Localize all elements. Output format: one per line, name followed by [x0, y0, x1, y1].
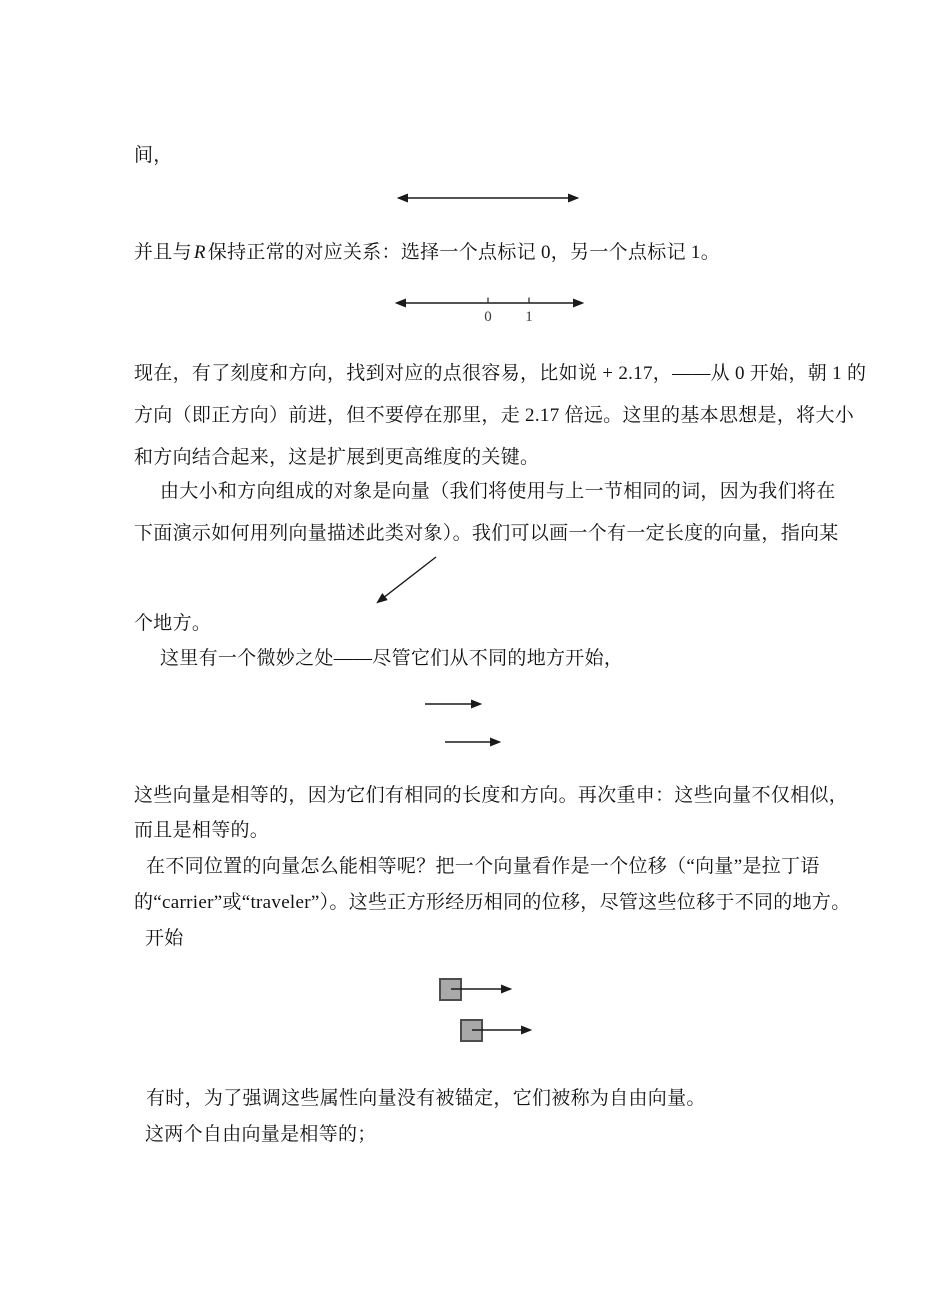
vector-arrow	[378, 557, 436, 602]
paragraph-line: 和方向结合起来，这是扩展到更高维度的关键。	[134, 447, 540, 468]
number-line-figure	[388, 292, 592, 328]
paragraph-line: 由大小和方向组成的对象是向量（我们将使用与上一节相同的词，因为我们将在	[160, 481, 836, 502]
paragraph-line: 的“carrier”或“traveler”）。这些正方形经历相同的位移，尽管这些位移于不同的地方。	[134, 892, 851, 913]
paragraph-line: 而且是相等的。	[134, 820, 270, 841]
text-segment: 并且与	[134, 242, 192, 263]
paragraph-line: 这里有一个微妙之处——尽管它们从不同的地方开始，	[160, 648, 624, 669]
paragraph-line: 开始	[145, 928, 184, 949]
paragraph-line: 现在，有了刻度和方向，找到对应的点很容易，比如说 + 2.17，——从 0 开始，朝 1 的	[134, 363, 867, 384]
math-variable-R: R	[193, 242, 206, 263]
paragraph-line: 间，	[134, 145, 173, 166]
tick-label-0: 0	[484, 309, 492, 325]
paragraph-line: 个地方。	[134, 613, 212, 634]
paragraph-line: 这些向量是相等的，因为它们有相同的长度和方向。再次重申：这些向量不仅相似，	[134, 785, 849, 806]
text-segment: 保持正常的对应关系：选择一个点标记 0，另一个点标记 1。	[207, 242, 721, 263]
paragraph-line: 这两个自由向量是相等的；	[145, 1124, 377, 1145]
square-displacement-figure-2	[457, 1015, 549, 1047]
paragraph-line: 有时，为了强调这些属性向量没有被锚定，它们被称为自由向量。	[146, 1088, 706, 1109]
paragraph-line: 在不同位置的向量怎么能相等呢？把一个向量看作是一个位移（“向量”是拉丁语	[146, 856, 820, 877]
tick-label-1: 1	[525, 309, 533, 325]
square-displacement-figure-1	[436, 974, 528, 1006]
paragraph-line: 方向（即正方向）前进，但不要停在那里，走 2.17 倍远。这里的基本思想是，将大小	[134, 405, 855, 426]
equal-vector-arrow-2	[440, 735, 512, 749]
paragraph-line: 下面演示如何用列向量描述此类对象）。我们可以画一个有一定长度的向量，指向某	[134, 523, 839, 544]
equal-vector-arrow-1	[420, 697, 492, 711]
line-segment-figure	[390, 191, 586, 205]
paragraph-line	[134, 242, 720, 264]
diagonal-vector-arrow-figure	[368, 552, 446, 612]
